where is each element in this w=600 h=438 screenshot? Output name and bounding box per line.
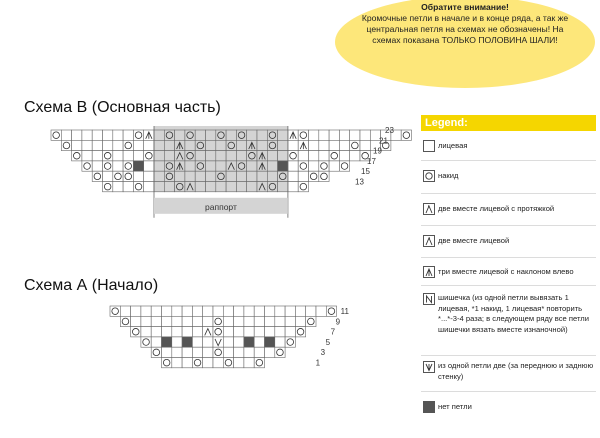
legend-item-label: две вместе лицевой с протяжкой (438, 204, 555, 213)
chart-cell (265, 306, 275, 316)
chart-cell (275, 316, 285, 326)
chart-cell (203, 306, 213, 316)
row-number: 11 (340, 307, 349, 316)
chart-cell (192, 337, 202, 347)
chart-cell (172, 316, 182, 326)
chart-cell (285, 316, 295, 326)
lambda-icon (423, 203, 435, 215)
no-stitch-cell (182, 337, 192, 347)
chart-cell (254, 306, 264, 316)
row-number: 1 (315, 358, 321, 368)
chart-cell (172, 347, 182, 357)
row-number: 9 (335, 317, 341, 327)
legend-item-yarn-over (421, 160, 596, 194)
legend-item-ssk (421, 193, 596, 226)
legend-item-bobble (421, 285, 596, 356)
chart-cell (234, 358, 244, 368)
chart-cell (182, 306, 192, 316)
legend-item-label: нет петли (438, 402, 472, 411)
n-icon (423, 293, 435, 305)
chart-cell (203, 347, 213, 357)
row-number: 13 (355, 177, 364, 187)
chart-cell (162, 347, 172, 357)
chart-cell (254, 327, 264, 337)
chart-cell (223, 306, 233, 316)
double-lambda-icon (423, 266, 435, 278)
row-number: 3 (320, 348, 326, 358)
legend-item-label: три вместе лицевой с наклоном влево (438, 267, 574, 276)
chart-cell (316, 306, 326, 316)
chart-cell (203, 337, 213, 347)
chart-cell (244, 306, 254, 316)
chart-cell (234, 327, 244, 337)
chart-cell (192, 306, 202, 316)
chart-cell (223, 327, 233, 337)
chart-cell (265, 327, 275, 337)
chart-cell (192, 327, 202, 337)
chart-cell (234, 347, 244, 357)
delta-icon (423, 235, 435, 247)
chart-cell (275, 306, 285, 316)
chart-cell (223, 316, 233, 326)
row-number: 17 (367, 156, 376, 166)
legend-item-label: лицевая (438, 141, 468, 150)
row-number: 23 (385, 126, 394, 135)
no-stitch-cell (265, 337, 275, 347)
chart-cell (254, 316, 264, 326)
chart-cell (182, 316, 192, 326)
v-icon (423, 361, 435, 373)
chart-cell (213, 306, 223, 316)
note-title: Обратите внимание! (421, 2, 509, 12)
chart-cell (192, 316, 202, 326)
chart-cell (151, 316, 161, 326)
chart-cell (162, 327, 172, 337)
chart-cell (131, 316, 141, 326)
chart-cell (192, 347, 202, 357)
square-icon (423, 140, 435, 152)
legend-panel (421, 115, 596, 411)
chart-cell (244, 316, 254, 326)
chart-cell (141, 327, 151, 337)
row-number: 19 (373, 146, 382, 156)
legend-item-label: шишечка (из одной петли вывязать 1 лицевая, *1 накид, 1 лицевая* повторить *...*-3-4 раза; в следующем ряду все петли шишечки вязать вместе изнаночной) (438, 293, 589, 334)
chart-cell (172, 327, 182, 337)
legend-item-label: накид (438, 171, 459, 180)
chart-cell (223, 347, 233, 357)
chart-cell (182, 347, 192, 357)
chart-cell (306, 306, 316, 316)
chart-cell (265, 347, 275, 357)
chart-cell (131, 306, 141, 316)
legend-item-label: две вместе лицевой (438, 236, 510, 245)
filled-square-icon (423, 401, 435, 413)
legend-item-increase (421, 355, 596, 392)
scheme-a-title: Схема А (Начало) (24, 277, 159, 294)
row-number: 5 (325, 337, 331, 347)
chart-cell (285, 327, 295, 337)
repeat-label: раппорт (205, 201, 237, 212)
chart-cell (213, 358, 223, 368)
row-number: 7 (330, 327, 336, 337)
row-number: 15 (361, 167, 370, 177)
chart-cell (275, 337, 285, 347)
no-stitch-cell (162, 337, 172, 347)
chart-cell (151, 306, 161, 316)
chart-cell (275, 327, 285, 337)
scheme-b-title: Схема В (Основная часть) (24, 99, 221, 116)
chart-cell (244, 347, 254, 357)
chart-cell (182, 358, 192, 368)
legend-item-k3tog (421, 257, 596, 286)
chart-cell (254, 337, 264, 347)
chart-cell (244, 358, 254, 368)
chart-cell (244, 327, 254, 337)
chart-cell (172, 306, 182, 316)
chart-cell (203, 316, 213, 326)
legend-item-knit (421, 134, 596, 161)
chart-cell (141, 316, 151, 326)
chart-cell (172, 337, 182, 347)
chart-cell (120, 306, 130, 316)
chart-cell (285, 306, 295, 316)
chart-cell (295, 316, 305, 326)
chart-cell (223, 337, 233, 347)
legend-item-k2tog (421, 225, 596, 258)
no-stitch-cell (244, 337, 254, 347)
chart-cell (182, 327, 192, 337)
chart-cell (234, 337, 244, 347)
chart-cell (172, 358, 182, 368)
chart-cell (162, 316, 172, 326)
chart-cell (162, 306, 172, 316)
legend-item-label: из одной петли две (за переднюю и заднюю стенку) (438, 361, 594, 381)
legend-item-no-stitch (421, 391, 596, 419)
chart-cell (234, 316, 244, 326)
note-body: Кромочные петли в начале и в конце ряда, а так же центральная петля на схемах не обозначены! На схемах показана ТОЛЬКО ПОЛОВИНА ШАЛИ! (361, 13, 569, 45)
chart-cell (141, 306, 151, 316)
chart-cell (234, 306, 244, 316)
circle-icon (423, 170, 435, 182)
row-number: 21 (379, 136, 388, 146)
chart-cell (151, 337, 161, 347)
chart-cell (254, 347, 264, 357)
chart-cell (295, 306, 305, 316)
chart-cell (203, 358, 213, 368)
chart-cell (265, 316, 275, 326)
legend-header: Legend: (421, 115, 596, 131)
chart-cell (151, 327, 161, 337)
